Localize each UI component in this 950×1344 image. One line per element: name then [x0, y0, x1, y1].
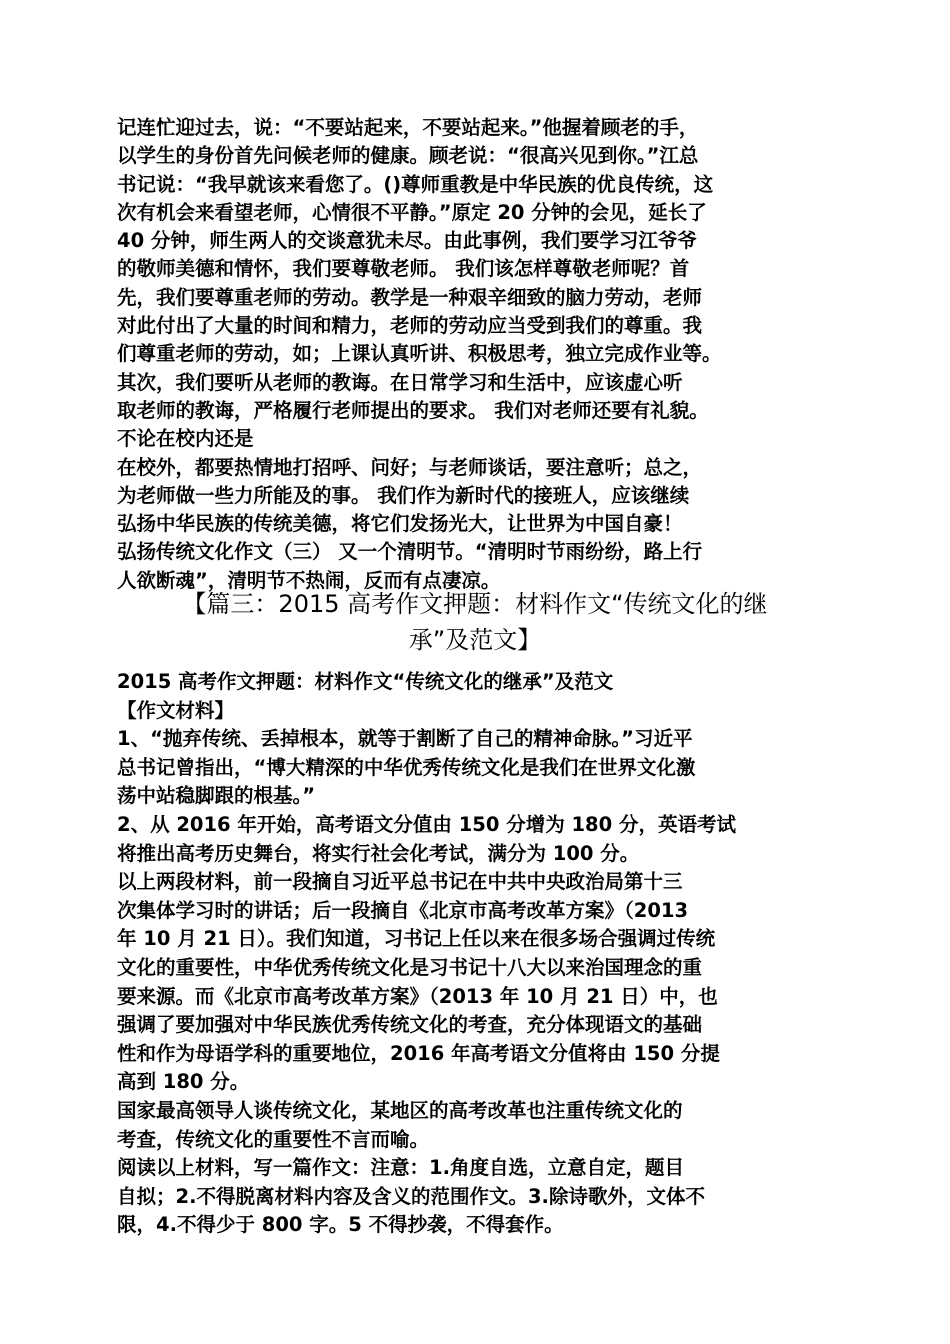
body-text-part-one — [117, 114, 847, 595]
text-line: 1、“抛弃传统、丢掉根本，就等于割断了自己的精神命脉。”习近平 — [117, 727, 693, 751]
text-line: 高到 180 分。 — [117, 1070, 250, 1094]
text-line: 国家最高领导人谈传统文化，某地区的高考改革也注重传统文化的 — [117, 1098, 683, 1122]
text-line: 以学生的身份首先问候老师的健康。顾老说：“很高兴见到你。”江总 — [117, 144, 699, 168]
heading-line: 承”及范文】 — [408, 626, 542, 654]
text-line: 40 分钟，师生两人的交谈意犹未尽。由此事例，我们要学习江爷爷 — [117, 229, 697, 253]
text-line: 对此付出了大量的时间和精力，老师的劳动应当受到我们的尊重。我 — [117, 314, 703, 338]
text-line: 文化的重要性，中华优秀传统文化是习书记十八大以来治国理念的重 — [117, 955, 703, 979]
text-line: 自拟；2.不得脱离材料内容及含义的范围作文。3.除诗歌外，文体不 — [117, 1184, 705, 1208]
heading-line: 【篇三：2015 高考作文押题：材料作文“传统文化的继 — [182, 590, 768, 618]
text-line: 阅读以上材料，写一篇作文：注意：1.角度自选，立意自定，题目 — [117, 1156, 684, 1180]
text-line: 弘扬传统文化作文（三） 又一个清明节。“清明时节雨纷纷，路上行 — [117, 540, 703, 564]
text-line: 性和作为母语学科的重要地位，2016 年高考语文分值将由 150 分提 — [117, 1041, 720, 1065]
text-line: 次有机会来看望老师，心情很不平静。”原定 20 分钟的会见，延长了 — [117, 200, 707, 224]
body-text-part-two — [117, 668, 847, 1240]
text-line: 限，4.不得少于 800 字。5 不得抄袭，不得套作。 — [117, 1213, 564, 1237]
section-heading — [90, 586, 860, 658]
text-line: 要来源。而《北京市高考改革方案》（2013 年 10 月 21 日）中，也 — [117, 984, 718, 1008]
material-label: 【作文材料】 — [117, 698, 235, 722]
subtitle-line: 2015 高考作文押题：材料作文“传统文化的继承”及范文 — [117, 670, 614, 693]
text-line: 先，我们要尊重老师的劳动。教学是一种艰辛细致的脑力劳动，老师 — [117, 285, 703, 309]
text-line: 取老师的教诲，严格履行老师提出的要求。 我们对老师还要有礼貌。 — [117, 398, 709, 422]
text-line: 为老师做一些力所能及的事。 我们作为新时代的接班人，应该继续 — [117, 483, 690, 507]
text-line: 们尊重老师的劳动，如；上课认真听讲、积极思考，独立完成作业等。 — [117, 342, 722, 366]
text-line: 年 10 月 21 日）。我们知道，习书记上任以来在很多场合强调过传统 — [117, 927, 716, 951]
text-line: 次集体学习时的讲话；后一段摘自《北京市高考改革方案》（2013 — [117, 898, 689, 922]
text-line: 书记说：“我早就该来看您了。()尊师重教是中华民族的优良传统，这 — [117, 172, 714, 196]
text-line: 的敬师美德和情怀，我们要尊敬老师。 我们该怎样尊敬老师呢？首 — [117, 257, 690, 281]
text-line: 其次，我们要听从老师的教诲。在日常学习和生活中，应该虚心听 — [117, 370, 683, 394]
text-line: 强调了要加强对中华民族优秀传统文化的考查，充分体现语文的基础 — [117, 1013, 703, 1037]
text-line: 弘扬中华民族的传统美德，将它们发扬光大，让世界为中国自豪！ — [117, 512, 683, 536]
text-line: 总书记曾指出，“博大精深的中华优秀传统文化是我们在世界文化激 — [117, 755, 696, 779]
text-line: 人欲断魂”，清明节不热闹，反而有点凄凉。 — [117, 568, 501, 592]
text-line: 在校外，都要热情地打招呼、问好；与老师谈话，要注意听；总之， — [117, 455, 703, 479]
text-line: 以上两段材料，前一段摘自习近平总书记在中共中央政治局第十三 — [117, 870, 683, 894]
text-line: 2、从 2016 年开始，高考语文分值由 150 分增为 180 分，英语考试 — [117, 812, 736, 836]
text-line: 记连忙迎过去，说：“不要站起来，不要站起来。”他握着顾老的手， — [117, 116, 699, 139]
text-line: 考查，传统文化的重要性不言而喻。 — [117, 1127, 430, 1151]
text-line: 将推出高考历史舞台，将实行社会化考试，满分为 100 分。 — [117, 841, 640, 865]
text-line: 荡中站稳脚跟的根基。” — [117, 784, 316, 808]
text-line: 不论在校内还是 — [117, 427, 254, 451]
